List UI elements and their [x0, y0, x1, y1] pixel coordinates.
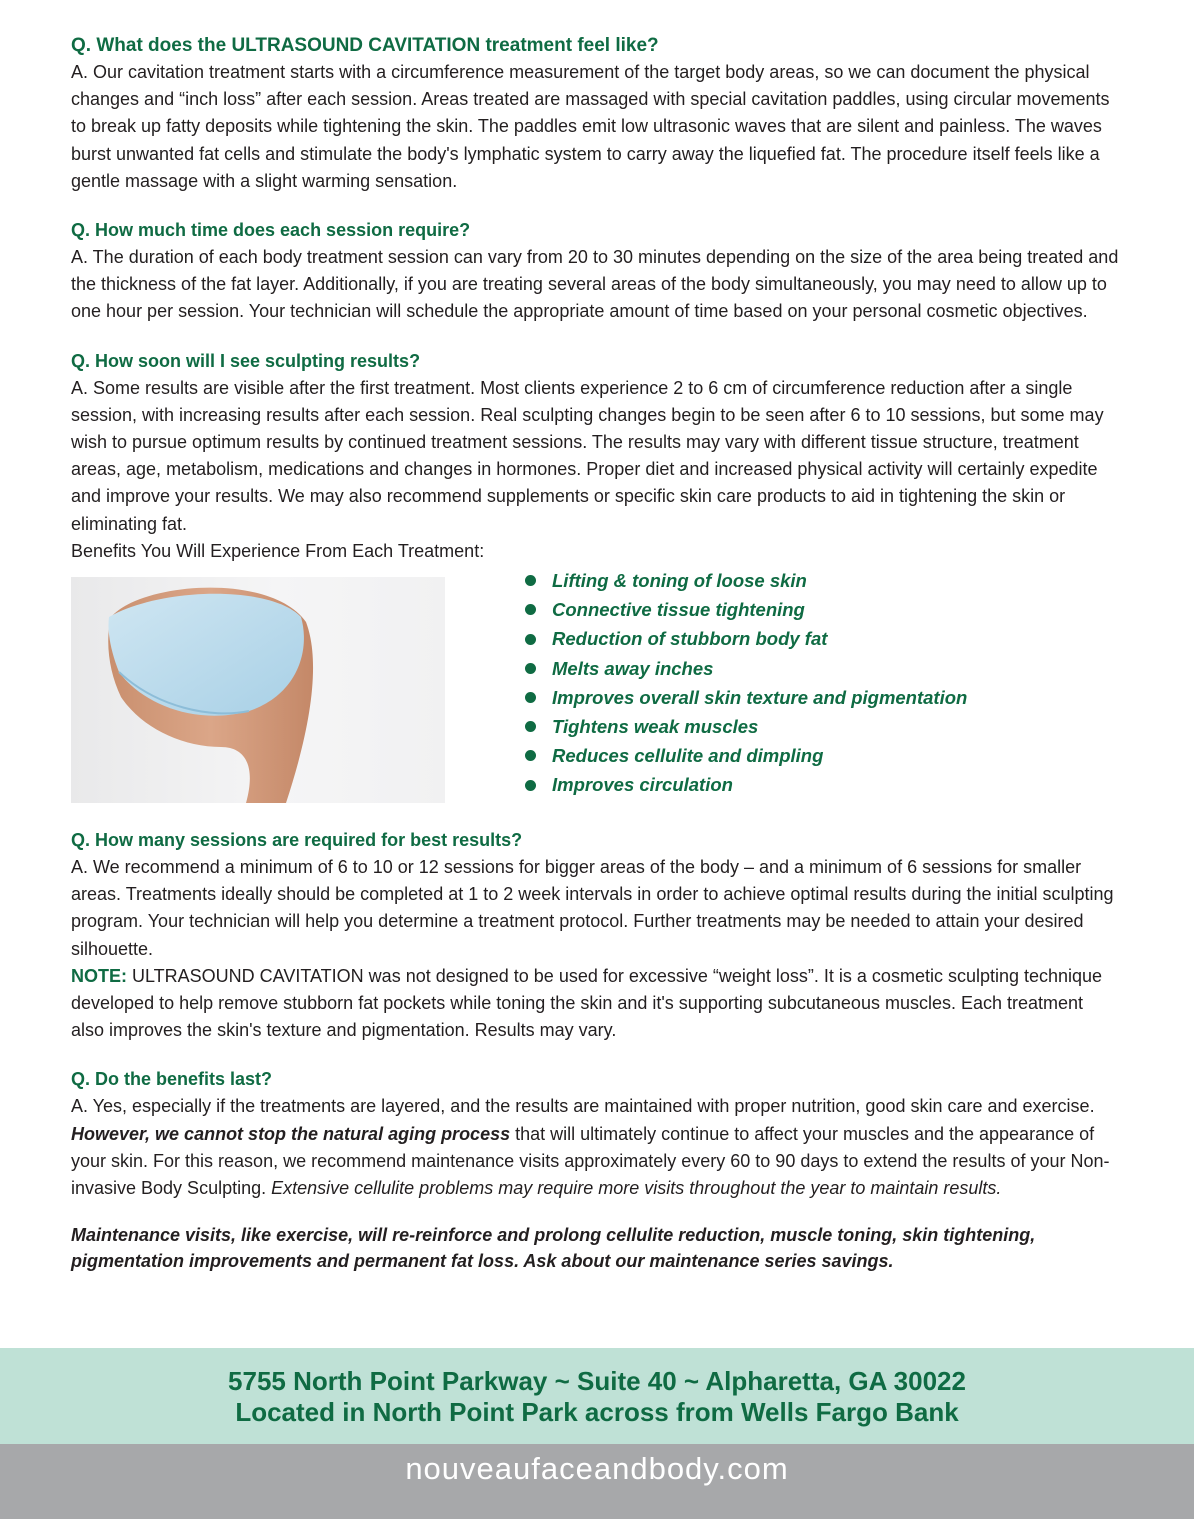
list-item: Improves overall skin texture and pigmentation	[525, 683, 967, 712]
answer-text: A. We recommend a minimum of 6 to 10 or 12 sessions for bigger areas of the body – and a minimum of 6 sessions for smaller areas. Treatments ideally should be completed at 1 to 2 week intervals in order to achieve optimal results during the initial sculpting program. Your technician will help you determine a treatment protocol. Further treatments may be needed to attain your desired silhouette.	[71, 857, 1114, 959]
list-item: Reduction of stubborn body fat	[525, 624, 967, 653]
answer-text: A. Some results are visible after the first treatment. Most clients experience 2 to 6 cm of circumference reduction after a single session, with increasing results after each session. Real sculpting changes begin to be seen after 6 to 10 sessions, but some may wish to pursue optimum results by continued treatment sessions. The results may vary with different tissue structure, treatment areas, age, metabolism, medications and changes in hormones. Proper diet and increased physical activity will certainly expedite and improve your results. We may also recommend supplements or specific skin care products to aid in tightening the skin or eliminating fat.	[71, 377, 1104, 534]
list-item: Tightens weak muscles	[525, 712, 967, 741]
body-photo	[71, 577, 445, 803]
list-item: Reduces cellulite and dimpling	[525, 741, 967, 770]
list-item: Improves circulation	[525, 770, 967, 799]
list-item: Lifting & toning of loose skin	[525, 566, 967, 595]
address-line: 5755 North Point Parkway ~ Suite 40 ~ Alpharetta, GA 30022	[228, 1366, 966, 1396]
note-text: ULTRASOUND CAVITATION was not designed to be used for excessive “weight loss”. It is a cosmetic sculpting technique developed to help remove stubborn fat pockets while toning the skin and it's supporting subcutaneous muscles. Each treatment also improves the skin's texture and pigmentation. Results may vary.	[71, 965, 1103, 1041]
bullet-icon	[525, 575, 536, 586]
bullet-icon	[525, 663, 536, 674]
note-label: NOTE:	[71, 965, 127, 986]
answer-text: A. The duration of each body treatment session can vary from 20 to 30 minutes depending on the size of the area being treated and the thickness of the fat layer. Additionally, if you are treating several areas of the body simultaneously, you may need to allow up to one hour per session. Your technician will schedule the appropriate amount of time based on your personal cosmetic objectives.	[71, 247, 1119, 322]
benefits-intro: Benefits You Will Experience From Each Treatment:	[71, 540, 485, 561]
bullet-icon	[525, 692, 536, 703]
list-item: Melts away inches	[525, 654, 967, 683]
location-line: Located in North Point Park across from Wells Fargo Bank	[235, 1397, 959, 1427]
website-link[interactable]: nouveaufaceandbody.com	[405, 1451, 789, 1486]
address-band	[0, 1348, 1194, 1444]
question-heading: Q. Do the benefits last?	[71, 1069, 273, 1090]
bullet-icon	[525, 780, 536, 791]
closing-statement: Maintenance visits, like exercise, will re-reinforce and prolong cellulite reduction, muscle toning, skin tightening, pigmentation improvements and permanent fat loss. Ask about our maintenance series savings.	[71, 1225, 1036, 1272]
bullet-icon	[525, 634, 536, 645]
bullet-icon	[525, 721, 536, 732]
bullet-icon	[525, 604, 536, 615]
answer-text: A. Yes, especially if the treatments are layered, and the results are maintained with proper nutrition, good skin care and exercise. However, we cannot stop the natural aging process that will ultimately continue to affect your muscles and the appearance of your skin. For this reason, we recommend maintenance visits approximately every 60 to 90 days to extend the results of your Non-invasive Body Sculpting. Extensive cellulite problems may require more visits throughout the year to maintain results.	[71, 1096, 1110, 1199]
answer-text: A. Our cavitation treatment starts with a circumference measurement of the target body areas, so we can document the physical changes and “inch loss” after each session. Areas treated are massaged with special cavitation paddles, using circular movements to break up fatty deposits while tightening the skin. The paddles emit low ultrasonic waves that are silent and painless. The waves burst unwanted fat cells and stimulate the body's lymphatic system to carry away the liquefied fat. The procedure itself feels like a gentle massage with a slight warming sensation.	[71, 62, 1110, 191]
note-paragraph	[71, 963, 1121, 1045]
question-heading: Q. How much time does each session require?	[71, 220, 471, 241]
question-heading: Q. What does the ULTRASOUND CAVITATION treatment feel like?	[71, 35, 659, 56]
benefits-list	[525, 566, 967, 800]
faq-content	[71, 32, 1121, 1274]
bullet-icon	[525, 750, 536, 761]
list-item: Connective tissue tightening	[525, 595, 967, 624]
benefits-section	[71, 565, 1121, 827]
question-heading: Q. How many sessions are required for best results?	[71, 830, 523, 851]
website-band	[0, 1444, 1194, 1519]
question-heading: Q. How soon will I see sculpting results?	[71, 350, 421, 371]
